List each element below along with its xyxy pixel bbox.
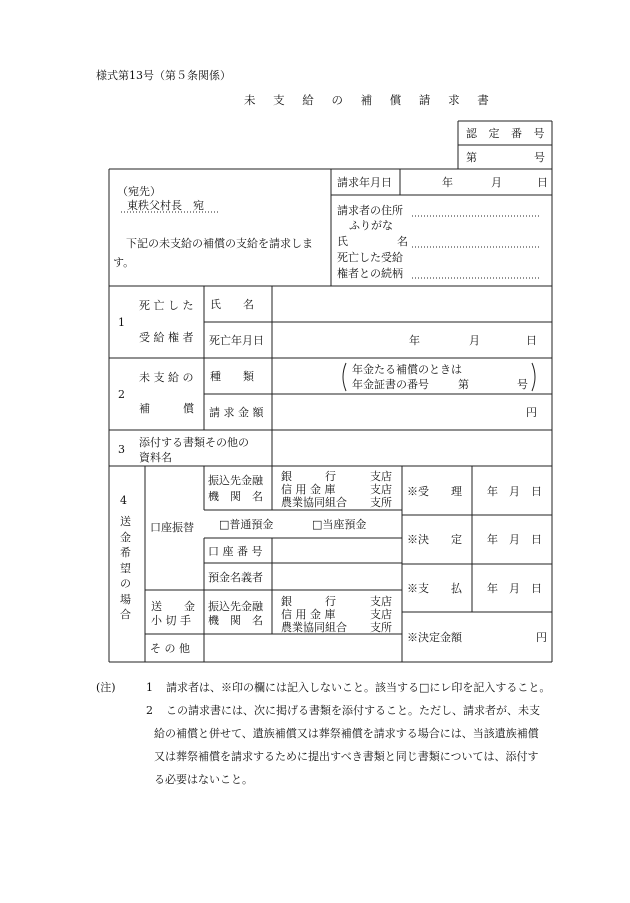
section1-day: 日 bbox=[526, 334, 537, 347]
notes-prefix: (注) bbox=[96, 681, 116, 694]
bank-type-0: 銀 行 bbox=[281, 470, 336, 483]
account-number-label: 口 座 番 号 bbox=[208, 545, 263, 558]
request-text-line1: 下記の未支給の補償の支給を請求しま bbox=[126, 237, 313, 250]
bank-branch-1: 支店 bbox=[370, 483, 392, 496]
section2-type-label: 種 類 bbox=[210, 370, 254, 383]
bank-type-2: 農業協同組合 bbox=[281, 496, 347, 509]
office-paid-value: 年 月 日 bbox=[487, 582, 542, 595]
claim-date-year: 年 bbox=[442, 176, 453, 189]
note1-number: 1 bbox=[146, 681, 153, 694]
claim-date-day: 日 bbox=[537, 176, 548, 189]
cert-label: 認 定 番 号 bbox=[466, 127, 549, 140]
claimant-furigana-label: ふりがな bbox=[349, 219, 393, 232]
cert-no-prefix: 第 bbox=[466, 151, 477, 164]
claim-date-month: 月 bbox=[491, 176, 502, 189]
section2-pension-dai: 第 bbox=[458, 378, 469, 391]
check-bank-type-1: 信 用 金 庫 bbox=[281, 608, 336, 621]
bank-label-1: 振込先金融 bbox=[208, 474, 263, 487]
section1-label-1: 死 亡 し た bbox=[139, 299, 194, 312]
check-bank-branch-1: 支店 bbox=[370, 608, 392, 621]
bank-label-2: 機 関 名 bbox=[208, 490, 263, 503]
office-paid-label: ※支 払 bbox=[407, 582, 462, 595]
check-bank-type-2: 農業協同組合 bbox=[281, 621, 347, 634]
office-amount-label: ※決定金額 bbox=[407, 631, 462, 644]
section3-label-2: 資料名 bbox=[139, 451, 172, 464]
account-holder-label: 預金名義者 bbox=[208, 571, 263, 584]
bank-branch-0: 支店 bbox=[370, 470, 392, 483]
office-received-value: 年 月 日 bbox=[487, 485, 542, 498]
form-title: 未 支 給 の 補 償 請 求 書 bbox=[244, 93, 496, 107]
check-label-1: 送 金 bbox=[151, 600, 195, 613]
section2-number: 2 bbox=[118, 388, 125, 401]
account-transfer-label: 口座振替 bbox=[150, 521, 194, 534]
section2-amount-label: 請 求 金 額 bbox=[209, 406, 264, 419]
check-bank-type-0: 銀 行 bbox=[281, 595, 336, 608]
check-bank-label-2: 機 関 名 bbox=[208, 614, 263, 627]
section1-label-2: 受 給 権 者 bbox=[139, 331, 194, 344]
addressee-label: （宛先） bbox=[117, 185, 161, 198]
addressee-name: 東秩父村長 宛 bbox=[127, 199, 204, 212]
ordinary-deposit-checkbox[interactable]: □普通預金 bbox=[219, 518, 274, 531]
check-label-2: 小 切 手 bbox=[151, 614, 191, 627]
section3-label-1: 添付する書類その他の bbox=[139, 436, 249, 449]
office-decided-label: ※決 定 bbox=[407, 533, 462, 546]
claimant-name-label-1: 氏 bbox=[337, 235, 348, 248]
request-text-line2: す。 bbox=[113, 256, 135, 269]
check-bank-branch-2: 支所 bbox=[370, 621, 392, 634]
section1-month: 月 bbox=[469, 334, 480, 347]
note1-text: 請求者は、※印の欄には記入しないこと。該当する□にレ印を記入すること。 bbox=[166, 681, 551, 694]
note2-number: 2 bbox=[146, 704, 153, 717]
claimant-relation-label-1: 死亡した受給 bbox=[337, 251, 403, 264]
other-label: そ の 他 bbox=[150, 642, 190, 655]
form-number: 様式第13号（第５条関係） bbox=[96, 69, 231, 82]
section1-number: 1 bbox=[118, 316, 125, 329]
office-received-label: ※受 理 bbox=[407, 485, 462, 498]
office-decided-value: 年 月 日 bbox=[487, 533, 542, 546]
claimant-relation-label-2: 権者との続柄 bbox=[337, 267, 403, 280]
section2-yen: 円 bbox=[526, 406, 537, 419]
claim-date-label: 請求年月日 bbox=[337, 176, 392, 189]
section4-vertical-label: 送 金 希 望 の 場 合 bbox=[120, 515, 131, 621]
bank-type-1: 信 用 金 庫 bbox=[281, 483, 336, 496]
section2-label-2: 補 償 bbox=[139, 402, 194, 415]
check-bank-label-1: 振込先金融 bbox=[208, 600, 263, 613]
section2-pension-note-1: 年金たる補償のときは bbox=[352, 363, 462, 376]
section3-number: 3 bbox=[118, 443, 125, 456]
cert-no-suffix: 号 bbox=[534, 151, 545, 164]
section1-name-label: 氏 名 bbox=[210, 298, 254, 311]
check-bank-branch-0: 支店 bbox=[370, 595, 392, 608]
note2-line3: 又は葬祭補償を請求するために提出すべき書類と同じ書類については、添付す bbox=[154, 750, 539, 763]
note2-line4: る必要はないこと。 bbox=[154, 773, 253, 786]
section2-pension-note-2: 年金証書の番号 bbox=[352, 378, 429, 391]
section2-pension-go: 号 bbox=[517, 378, 528, 391]
section2-label-1: 未 支 給 の bbox=[139, 371, 194, 384]
claimant-address-label: 請求者の住所 bbox=[337, 204, 403, 217]
current-deposit-checkbox[interactable]: □当座預金 bbox=[312, 518, 367, 531]
office-amount-value: 円 bbox=[536, 631, 547, 644]
note2-line2: 給の補償と併せて、遺族補償又は葬祭補償を請求する場合には、当該遺族補償 bbox=[154, 727, 539, 740]
section1-death-date-label: 死亡年月日 bbox=[209, 334, 264, 347]
note2-line1: この請求書には、次に掲げる書類を添付すること。ただし、請求者が、未支 bbox=[166, 704, 540, 717]
section4-number: 4 bbox=[120, 494, 127, 507]
claimant-name-label-2: 名 bbox=[397, 235, 408, 248]
bank-branch-2: 支所 bbox=[370, 496, 392, 509]
section1-year: 年 bbox=[409, 334, 420, 347]
